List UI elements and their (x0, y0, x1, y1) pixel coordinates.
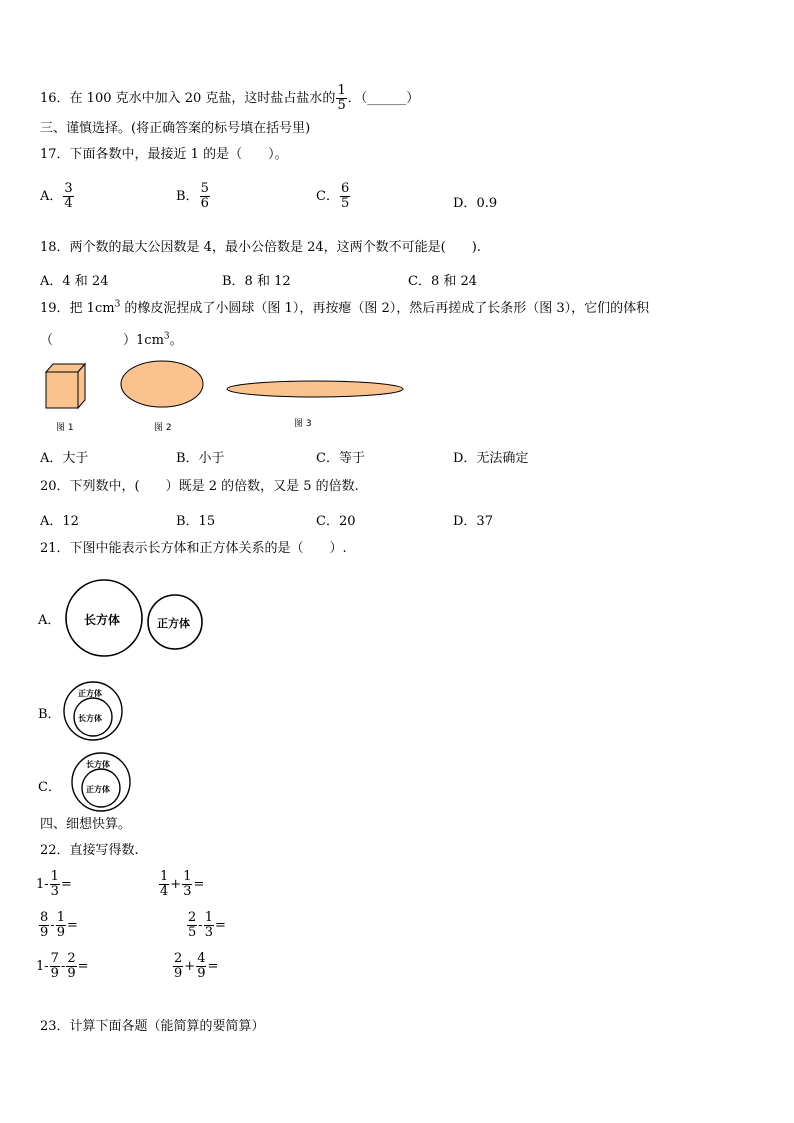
q17-option-a[interactable]: A． $\frac{3}{4}$ (40, 181, 73, 211)
q20-option-c[interactable]: C．20 (316, 514, 356, 529)
section-3-heading: 三、谨慎选择。(将正确答案的标号填在括号里) (40, 121, 311, 136)
q17-option-d[interactable]: D．0.9 (453, 196, 498, 211)
q16-fraction: $\frac{1}{5}$ (337, 83, 346, 113)
q20-option-a[interactable]: A．12 (40, 514, 79, 529)
q18-option-b[interactable]: B．8 和 12 (222, 274, 291, 289)
q21-option-b-diagram[interactable] (62, 680, 126, 742)
question-21: 21．下图中能表示长方体和正方体关系的是（ ）. (40, 541, 347, 556)
q18-option-a[interactable]: A．4 和 24 (40, 274, 109, 289)
q22-expr-6[interactable]: $\frac{2}{9}$ + $\frac{4}{9}$ = (174, 951, 219, 981)
q20-option-b[interactable]: B．15 (176, 514, 216, 529)
question-22: 22．直接写得数. (40, 843, 139, 858)
question-16 (40, 84, 419, 113)
q19-option-c[interactable]: C．等于 (316, 451, 365, 466)
q17-option-b[interactable]: B． $\frac{5}{6}$ (176, 181, 209, 211)
q19-option-d[interactable]: D．无法确定 (453, 451, 529, 466)
a-cube-label: 正方体 (157, 617, 190, 630)
q17-c-fraction: $\frac{6}{5}$ (340, 181, 350, 211)
q21-option-c-label[interactable]: C． (38, 780, 61, 795)
section-4-heading: 四、细想快算。 (40, 817, 132, 832)
a-cuboid-label: 长方体 (84, 613, 121, 627)
q17-option-c[interactable]: C． $\frac{6}{5}$ (316, 181, 350, 211)
q22-expr-5[interactable]: 1- $\frac{7}{9}$ - $\frac{2}{9}$ = (36, 951, 89, 981)
q22-expr-4[interactable]: $\frac{2}{5}$ - $\frac{1}{3}$ = (188, 910, 226, 940)
question-19-line-1: 19．把 $1cm^3$ 的橡皮泥捏成了小圆球（图 1），再按瘪（图 2），然后再搓成了长条形（图 3），它们的体积 (40, 299, 650, 316)
q16-text: 在 100 克水中加入 20 克盐，这时盐占盐水的 (69, 91, 336, 106)
q18-option-c[interactable]: C．8 和 24 (408, 274, 478, 289)
fig-3-label: 图 3 (294, 419, 312, 429)
fig-1-label: 图 1 (56, 423, 74, 433)
q22-expr-1[interactable]: 1- $\frac{1}{3}$ = (36, 869, 72, 899)
q21-option-b-label[interactable]: B． (38, 707, 61, 722)
q21-option-c-diagram[interactable] (70, 751, 134, 813)
b-cuboid-label: 长方体 (78, 714, 102, 723)
q19-option-a[interactable]: A．大于 (40, 451, 89, 466)
q19-option-b[interactable]: B．小于 (176, 451, 225, 466)
q22-expr-2[interactable]: $\frac{1}{4}$ + $\frac{1}{3}$ = (160, 869, 205, 899)
cube-figure (46, 364, 85, 408)
question-20: 20．下列数中，( ）既是 2 的倍数，又是 5 的倍数. (40, 479, 359, 494)
fig-2-label: 图 2 (154, 423, 172, 433)
question-18: 18．两个数的最大公因数是 4，最小公倍数是 24，这两个数不可能是( ). (40, 240, 481, 255)
q19-figures (40, 358, 420, 438)
b-cube-label: 正方体 (78, 689, 102, 698)
c-cube-label: 正方体 (86, 785, 110, 794)
q17-b-fraction: $\frac{5}{6}$ (200, 181, 209, 211)
q16-number: 16． (40, 91, 70, 106)
q21-option-a-label[interactable]: A． (38, 613, 61, 628)
long-strip-figure (227, 381, 403, 397)
q22-expr-3[interactable]: $\frac{8}{9}$ - $\frac{1}{9}$ = (40, 910, 78, 940)
question-19-line-2: （ ）$1cm^3$。 (40, 331, 183, 348)
q20-option-d[interactable]: D．37 (453, 514, 493, 529)
question-23: 23．计算下面各题（能简算的要简算） (40, 1019, 265, 1034)
q16-answer-blank[interactable]: ．（______） (347, 91, 420, 106)
question-17: 17．下面各数中，最接近 1 的是（ ）。 (40, 147, 288, 162)
flattened-ball-figure (121, 361, 203, 407)
q17-a-fraction: $\frac{3}{4}$ (64, 181, 73, 211)
c-cuboid-label: 长方体 (86, 760, 110, 769)
q21-option-a-diagram[interactable] (62, 576, 212, 658)
